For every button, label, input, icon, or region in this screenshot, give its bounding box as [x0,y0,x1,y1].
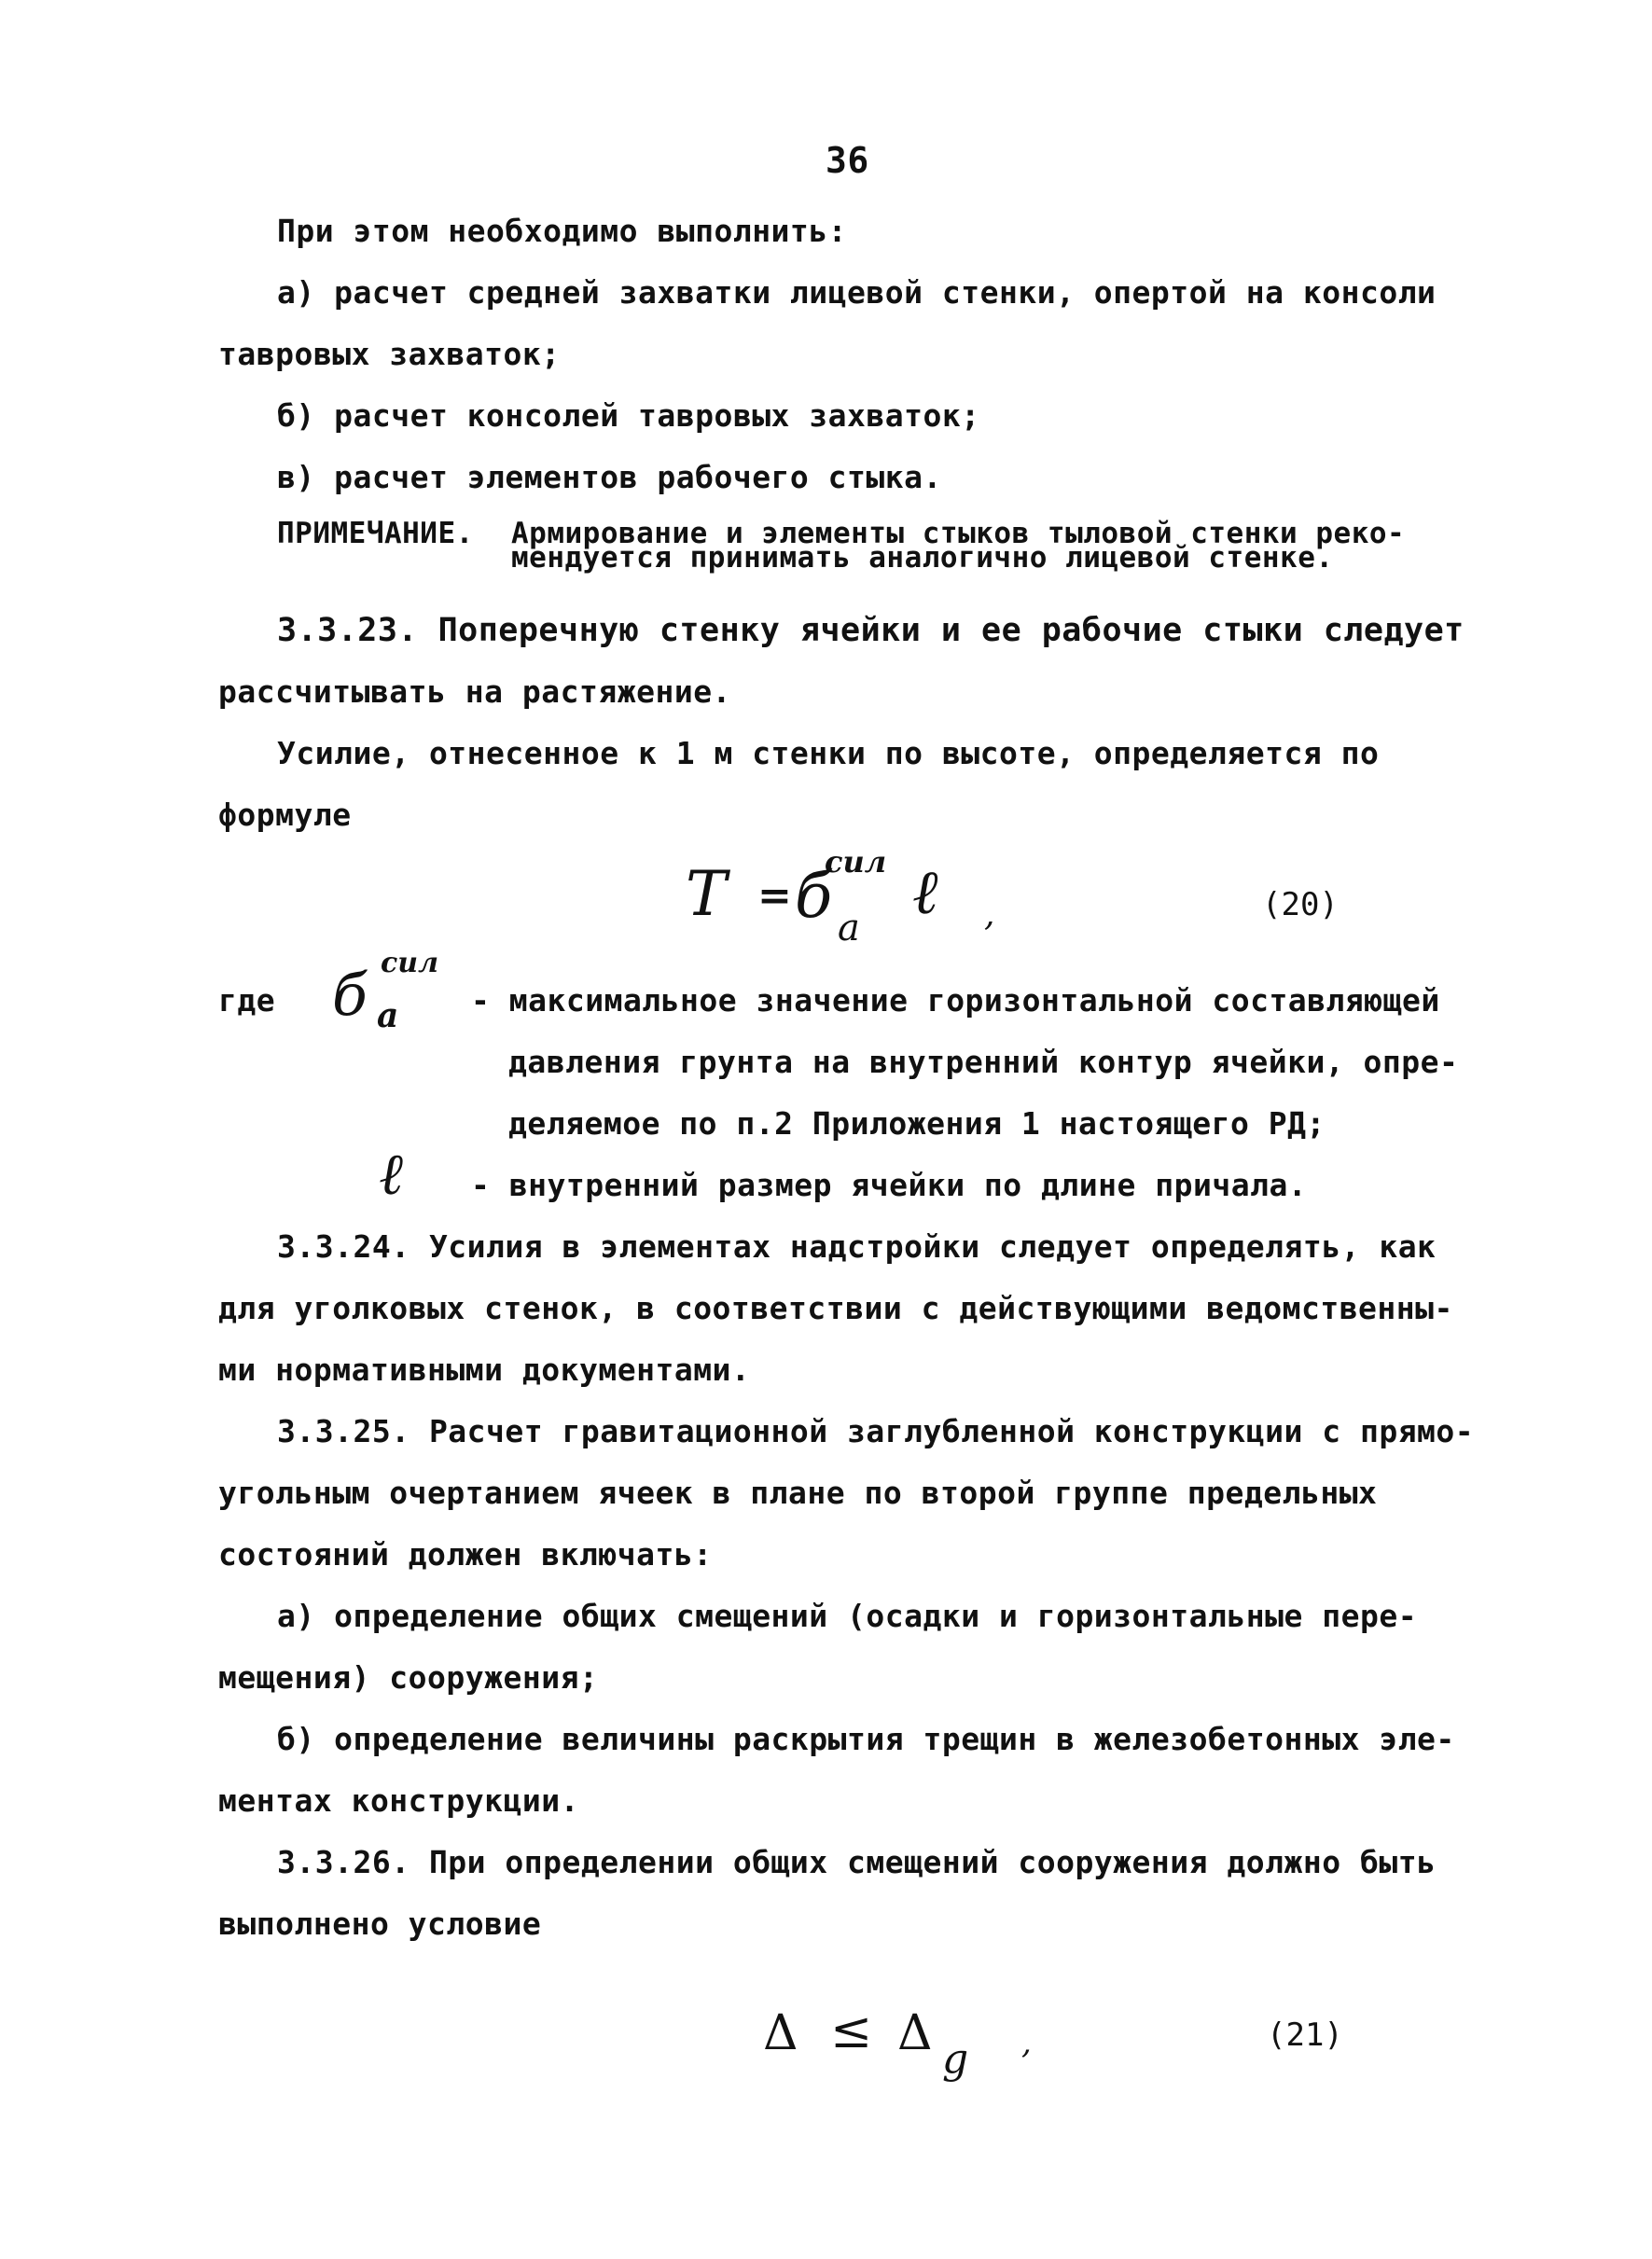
note-line-1: Армирование и элементы стыков тыловой стенки реко- [511,517,1406,550]
page-number: 36 [826,140,869,181]
section-3-3-25-item-a-1: а) определение общих смещений (осадки и горизонтальные пере- [277,1598,1418,1634]
formula-20-number: (20) [1262,886,1339,923]
formula-21-operator: ≤ [830,2001,873,2059]
l-def-text: - внутренний размер ячейки по длине причала. [471,1167,1308,1203]
section-3-3-24-line-3: ми нормативными документами. [218,1351,751,1388]
force-line-2: формуле [218,797,352,833]
formula-20-sigma: б [795,860,833,932]
item-a-continuation: тавровых захваток; [218,336,561,372]
l-symbol: ℓ [379,1140,403,1208]
section-3-3-24-line-1: 3.3.24. Усилия в элементах надстройки следует определять, как [277,1228,1437,1265]
sigma-def-symbol: б [332,961,368,1029]
item-b: б) расчет консолей тавровых захваток; [277,397,980,434]
section-3-3-24-line-2: для уголковых стенок, в соответствии с действующими ведомственны- [218,1290,1453,1326]
formula-21-lhs: Δ [763,2005,798,2061]
formula-20-lhs: T [686,858,728,930]
note-label: ПРИМЕЧАНИЕ. [277,517,474,550]
section-3-3-25-item-b-1: б) определение величины раскрытия трещин в железобетонных эле- [277,1721,1455,1757]
sigma-def-line-2: давления грунта на внутренний контур ячейки, опре- [508,1044,1459,1080]
sigma-def-sup: сил [381,947,439,979]
force-line-1: Усилие, отнесенное к 1 м стенки по высоте, определяется по [277,735,1380,771]
formula-21-rhs: Δ [897,2005,933,2061]
formula-20-equals: = [757,872,792,920]
sigma-def-line-1: - максимальное значение горизонтальной составляющей [471,982,1440,1019]
section-3-3-26-line-2: выполнено условие [218,1906,542,1942]
section-3-3-25-line-3: состояний должен включать: [218,1536,713,1573]
section-3-3-25-item-b-2: ментах конструкции. [218,1782,579,1819]
sigma-def-sub: a [377,996,399,1035]
formula-21-number: (21) [1267,2016,1343,2054]
section-3-3-23-line-1: 3.3.23. Поперечную стенку ячейки и ее рабочие стыки следует [277,612,1465,649]
section-3-3-26-line-1: 3.3.26. При определении общих смещений сооружения должно быть [277,1844,1437,1880]
formula-21-sub: g [942,2035,969,2083]
formula-20-var: ℓ [912,856,938,928]
item-c: в) расчет элементов рабочего стыка. [277,459,942,495]
note-line-2: мендуется принимать аналогично лицевой стенке. [511,541,1334,575]
section-3-3-23-line-2: рассчитывать на растяжение. [218,673,731,710]
item-a: а) расчет средней захватки лицевой стенки, опертой на консоли [277,274,1437,311]
intro-text: При этом необходимо выполнить: [277,213,848,249]
formula-20-sup: сил [825,844,887,880]
section-3-3-25-line-1: 3.3.25. Расчет гравитационной заглубленной конструкции с прямо- [277,1413,1475,1449]
formula-20-sub: a [838,907,860,949]
section-3-3-25-item-a-2: мещения) сооружения; [218,1659,599,1696]
where-label: где [218,982,276,1019]
formula-21-comma: , [1021,2024,1032,2061]
formula-20-comma: , [984,895,995,934]
sigma-def-line-3: деляемое по п.2 Приложения 1 настоящего РД; [508,1105,1326,1142]
section-3-3-25-line-2: угольным очертанием ячеек в плане по второй группе предельных [218,1475,1378,1511]
